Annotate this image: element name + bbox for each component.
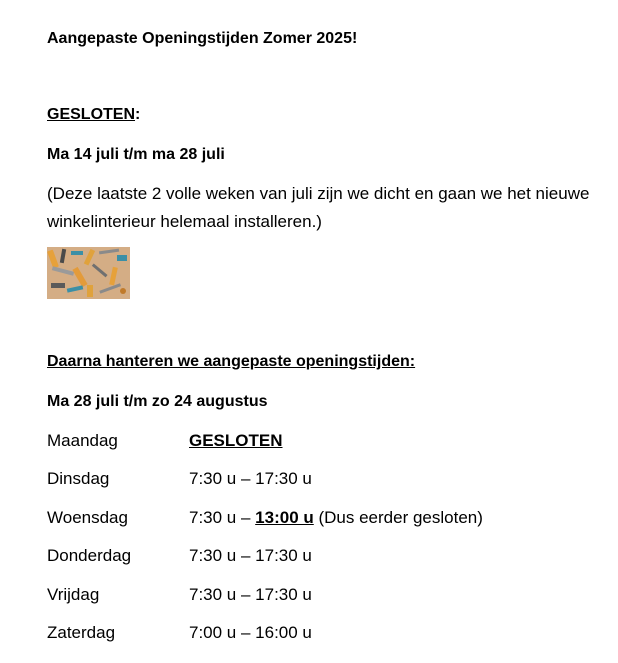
closed-dates: Ma 14 juli t/m ma 28 juli — [47, 146, 225, 163]
closed-note: (Deze laatste 2 volle weken van juli zijn we dicht en gaan we het nieuwe winkelinterieur helemaal installeren.) — [47, 184, 590, 231]
schedule-row-tuesday — [47, 469, 612, 495]
closed-heading-colon: : — [135, 106, 141, 123]
hours-value: 7:30 u – 17:30 u — [189, 469, 312, 488]
day-label: Vrijdag — [47, 585, 100, 604]
hours-value — [189, 508, 483, 528]
schedule-row-monday — [47, 431, 612, 457]
hours-note: (Dus eerder gesloten) — [313, 508, 483, 527]
day-label: Dinsdag — [47, 469, 110, 488]
tools-image — [47, 247, 130, 299]
schedule-row-saturday — [47, 623, 612, 649]
adjusted-hours-heading: Daarna hanteren we aangepaste openingstijden: — [47, 353, 416, 370]
day-label: Zaterdag — [47, 623, 116, 642]
closed-heading — [47, 106, 140, 124]
hours-value: 7:00 u – 16:00 u — [189, 623, 312, 642]
schedule-row-thursday — [47, 546, 612, 572]
hours-value: GESLOTEN — [189, 431, 283, 450]
hours-value: 7:30 u – 17:30 u — [189, 546, 312, 565]
day-label: Woensdag — [47, 508, 128, 527]
day-label: Donderdag — [47, 546, 132, 565]
schedule-row-friday — [47, 585, 612, 611]
closed-heading-label: GESLOTEN — [47, 106, 136, 123]
adjusted-period: Ma 28 juli t/m zo 24 augustus — [47, 393, 268, 410]
day-label: Maandag — [47, 431, 118, 450]
schedule-row-wednesday — [47, 508, 612, 534]
hours-end-highlight: 13:00 u — [255, 508, 314, 527]
hours-value: 7:30 u – 17:30 u — [189, 585, 312, 604]
page-title: Aangepaste Openingstijden Zomer 2025! — [47, 30, 358, 47]
hours-start: 7:30 u – — [189, 508, 256, 527]
